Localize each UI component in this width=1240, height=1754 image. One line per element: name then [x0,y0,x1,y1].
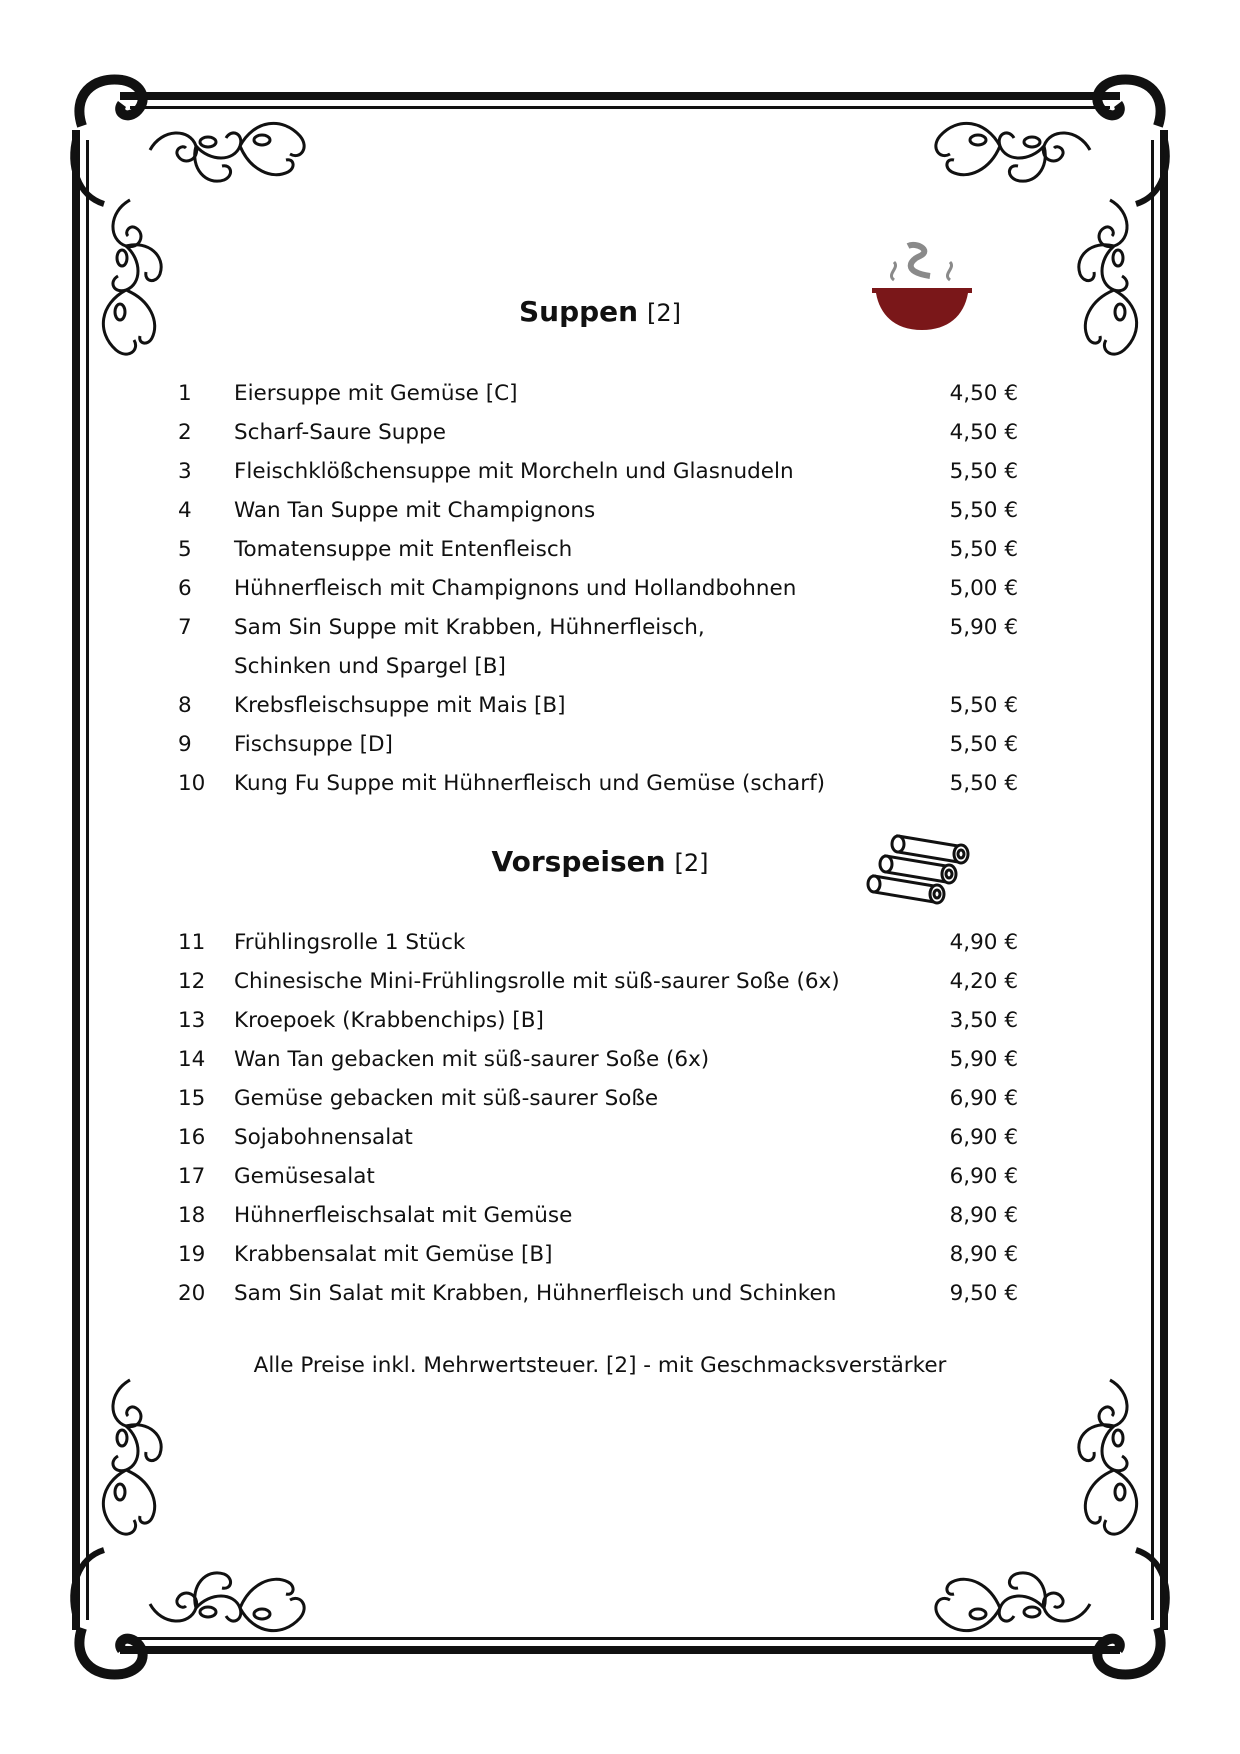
item-name: Sam Sin Salat mit Krabben, Hühnerfleisch und Schinken [234,1281,837,1306]
item-name: Scharf-Saure Suppe [234,420,446,445]
item-price: 5,00 € [949,576,1018,601]
item-number: 2 [178,420,192,445]
menu-item [178,1001,1018,1040]
item-number: 15 [178,1086,206,1111]
item-number: 20 [178,1281,206,1306]
soup-bowl-icon [860,238,984,342]
menu-item [178,374,1018,413]
item-price: 4,20 € [949,969,1018,994]
soups-tag: [2] [647,299,681,327]
item-name: Sojabohnensalat [234,1125,413,1150]
item-number: 4 [178,498,192,523]
item-number: 13 [178,1008,206,1033]
item-number: 12 [178,969,206,994]
item-number: 8 [178,693,192,718]
starters-tag: [2] [674,849,709,877]
item-number: 10 [178,771,206,796]
item-name: Tomatensuppe mit Entenfleisch [234,537,573,562]
menu-item [178,1040,1018,1079]
item-number: 16 [178,1125,206,1150]
menu-item [178,1274,1018,1313]
spring-rolls-icon [858,824,982,920]
item-number: 19 [178,1242,206,1267]
menu-item [178,1118,1018,1157]
item-name: Hühnerfleischsalat mit Gemüse [234,1203,573,1228]
item-price: 5,50 € [949,537,1018,562]
item-price: 3,50 € [949,1008,1018,1033]
item-name: Frühlingsrolle 1 Stück [234,930,466,955]
item-number: 3 [178,459,192,484]
item-name: Fleischklößchensuppe mit Morcheln und Glasnudeln [234,459,794,484]
item-price: 4,50 € [949,420,1018,445]
item-price: 5,50 € [949,459,1018,484]
menu-item [178,569,1018,608]
menu-item [178,413,1018,452]
soups-title: Suppen [518,295,639,328]
starters-title: Vorspeisen [491,845,666,878]
item-price: 5,50 € [949,498,1018,523]
item-name: Gemüsesalat [234,1164,375,1189]
menu-item [178,1196,1018,1235]
starters-list [178,923,1018,1313]
item-name: Wan Tan gebacken mit süß-saurer Soße (6x) [234,1047,710,1072]
menu-item [178,1079,1018,1118]
item-name: Hühnerfleisch mit Champignons und Hollandbohnen [234,576,797,601]
item-number: 17 [178,1164,206,1189]
item-price: 6,90 € [949,1164,1018,1189]
menu-item [178,491,1018,530]
item-price: 6,90 € [949,1086,1018,1111]
menu-item [178,608,1018,686]
item-name: Gemüse gebacken mit süß-saurer Soße [234,1086,659,1111]
item-price: 5,50 € [949,771,1018,796]
item-price: 9,50 € [949,1281,1018,1306]
item-price: 5,50 € [949,732,1018,757]
item-price: 4,50 € [949,381,1018,406]
item-price: 4,90 € [949,930,1018,955]
item-number: 9 [178,732,192,757]
item-number: 18 [178,1203,206,1228]
item-name: Krebsfleischsuppe mit Mais [B] [234,693,566,718]
item-number: 5 [178,537,192,562]
menu-item [178,1235,1018,1274]
item-price: 5,50 € [949,693,1018,718]
item-name-continued: Schinken und Spargel [B] [234,654,506,679]
item-number: 14 [178,1047,206,1072]
menu-item [178,452,1018,491]
menu-item [178,764,1018,803]
item-number: 1 [178,381,192,406]
item-name: Kroepoek (Krabbenchips) [B] [234,1008,544,1033]
item-price: 8,90 € [949,1203,1018,1228]
item-name: Krabbensalat mit Gemüse [B] [234,1242,553,1267]
item-price: 6,90 € [949,1125,1018,1150]
item-price: 8,90 € [949,1242,1018,1267]
menu-item [178,686,1018,725]
soups-heading [0,294,1200,331]
item-number: 11 [178,930,206,955]
soups-list [178,374,1018,803]
item-name: Kung Fu Suppe mit Hühnerfleisch und Gemüse (scharf) [234,771,826,796]
menu-item [178,923,1018,962]
menu-item [178,725,1018,764]
item-name: Chinesische Mini-Frühlingsrolle mit süß-saurer Soße (6x) [234,969,840,994]
price-footnote: Alle Preise inkl. Mehrwertsteuer. [2] - mit Geschmacksverstärker [253,1353,947,1378]
item-name: Sam Sin Suppe mit Krabben, Hühnerfleisch, [234,615,705,640]
item-number: 7 [178,615,192,640]
item-number: 6 [178,576,192,601]
starters-heading [0,844,1200,881]
item-name: Wan Tan Suppe mit Champignons [234,498,596,523]
item-price: 5,90 € [949,615,1018,640]
menu-item [178,530,1018,569]
item-name: Eiersuppe mit Gemüse [C] [234,381,518,406]
item-name: Fischsuppe [D] [234,732,393,757]
item-price: 5,90 € [949,1047,1018,1072]
menu-item [178,962,1018,1001]
menu-item [178,1157,1018,1196]
